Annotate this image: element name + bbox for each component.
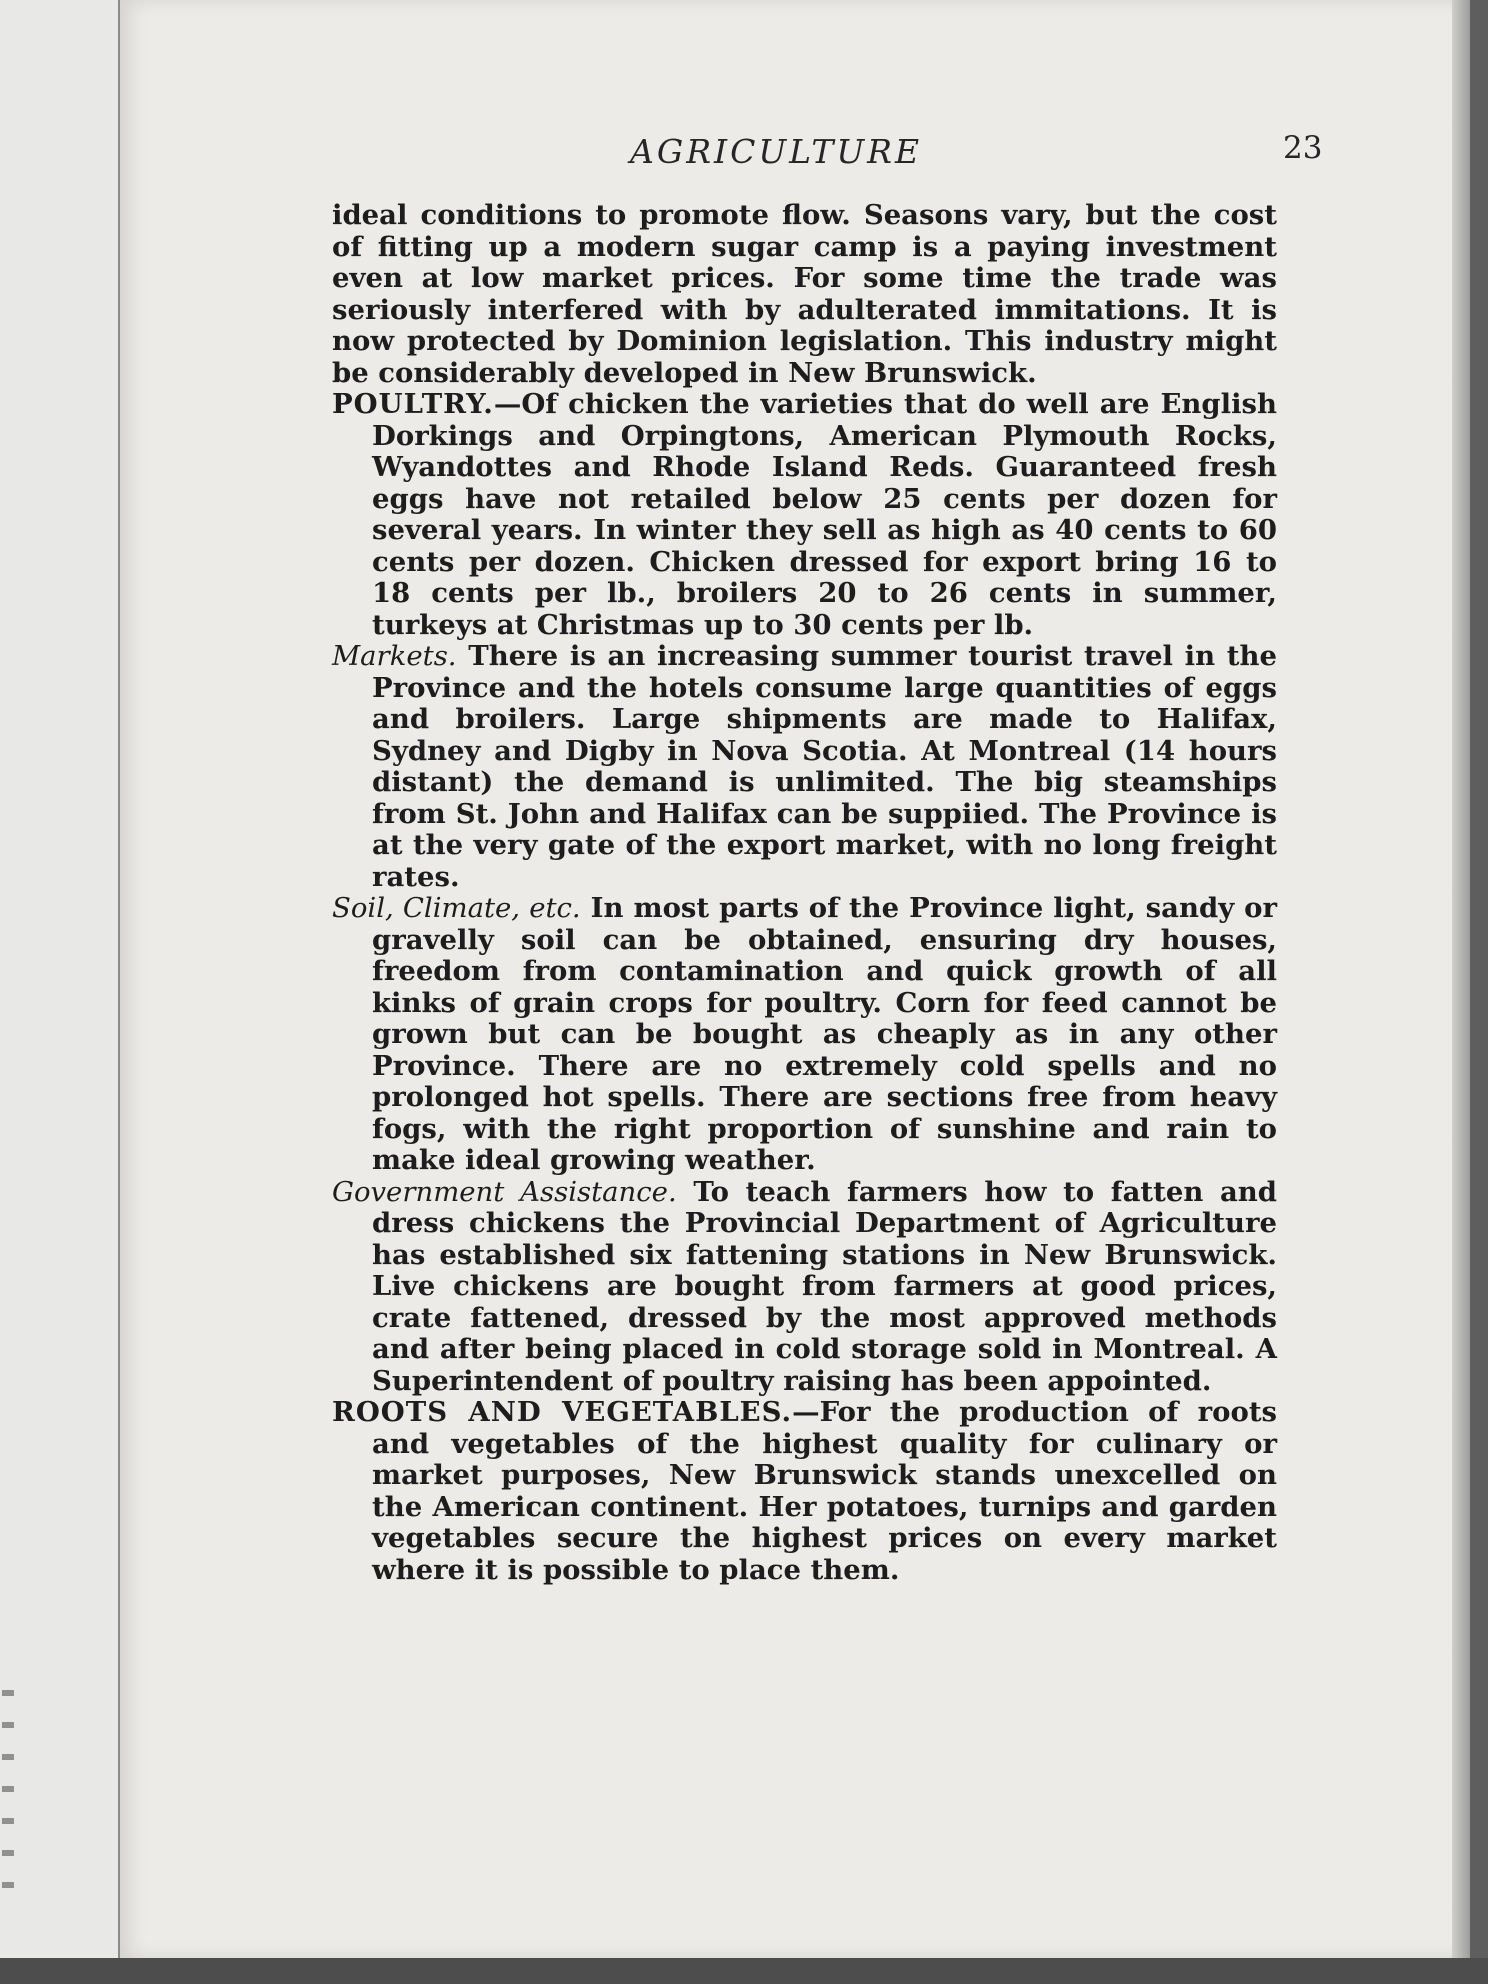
scan-bottom-edge (0, 1958, 1488, 1984)
subheading-soil-climate: Soil, Climate, etc. (332, 892, 581, 924)
subheading-markets: Markets. (332, 640, 457, 672)
page-header (120, 128, 1470, 178)
section-heading-roots-vegetables: ROOTS AND VEGETABLES. (332, 1396, 793, 1428)
paragraph-text: —Of chicken the varieties that do well are English Dorkings and Orpingtons, American Plymouth Rocks, Wyandottes and Rhode Island Reds. Guaranteed fresh eggs have not retailed below 25 cents per dozen for several years. In winter they sell as high as 40 cents to 60 cents per dozen. Chicken dressed for export bring 16 to 18 cents per lb., broilers 20 to 26 cents in summer, turkeys at Christmas up to 30 cents per lb. (372, 388, 1277, 641)
paragraph-government-assistance (332, 1177, 1277, 1398)
subheading-government-assistance: Government Assistance. (332, 1175, 677, 1208)
page-fore-edge (1452, 0, 1470, 1958)
paragraph-text: To teach farmers how to fatten and dress chickens the Provincial Department of Agriculture has established six fattening stations in New Brunswick. Live chickens are bought from farmers at good prices, crate fattened, dressed by the most approved methods and after being placed in cold storage sold in Montreal. A Superintendent of poultry raising has been appointed. (372, 1175, 1278, 1397)
paragraph-text: —For the production of roots and vegetables of the highest quality for culinary or market purposes, New Brunswick stands unexcelled on the American continent. Her potatoes, turnips and garden vegetables secure the highest prices on every market where it is possible to place them. (372, 1396, 1278, 1586)
paragraph-text: In most parts of the Province light, sandy or gravelly soil can be obtained, ensuring dry houses, freedom from contamination and quick growth of all kinks of grain crops for poultry. Corn for feed cannot be grown but can be bought as cheaply as in any other Province. There are no extremely cold spells and no prolonged hot spells. There are sections free from heavy fogs, with the right proportion of sunshine and rain to make ideal growing weather. (372, 892, 1277, 1176)
paragraph-roots-vegetables (332, 1397, 1277, 1586)
paragraph-text: There is an increasing summer tourist travel in the Province and the hotels consume large quantities of eggs and broilers. Large shipments are made to Halifax, Sydney and Digby in Nova Scotia. At Montreal (14 hours distant) the demand is unlimited. The big steamships from St. John and Halifax can be suppiied. The Province is at the very gate of the export market, with no long freight rates. (372, 640, 1277, 893)
section-heading-poultry: POULTRY. (332, 388, 494, 420)
facing-page-marks (2, 1690, 14, 1890)
body-text (332, 200, 1277, 1586)
paragraph-poultry (332, 389, 1277, 641)
paragraph-maple-sugar (332, 200, 1277, 389)
page-number: 23 (1283, 130, 1323, 166)
paragraph-soil-climate (332, 893, 1277, 1177)
facing-page-edge (0, 0, 120, 1958)
running-head: AGRICULTURE (630, 132, 923, 171)
book-page (120, 0, 1470, 1958)
paragraph-text: ideal conditions to promote flow. Seasons vary, but the cost of fitting up a modern sugar camp is a paying investment even at low market prices. For some time the trade was seriously interfered with by adulterated immitations. It is now protected by Dominion legislation. This industry might be considerably developed in New Brunswick. (332, 199, 1277, 389)
paragraph-markets (332, 641, 1277, 893)
